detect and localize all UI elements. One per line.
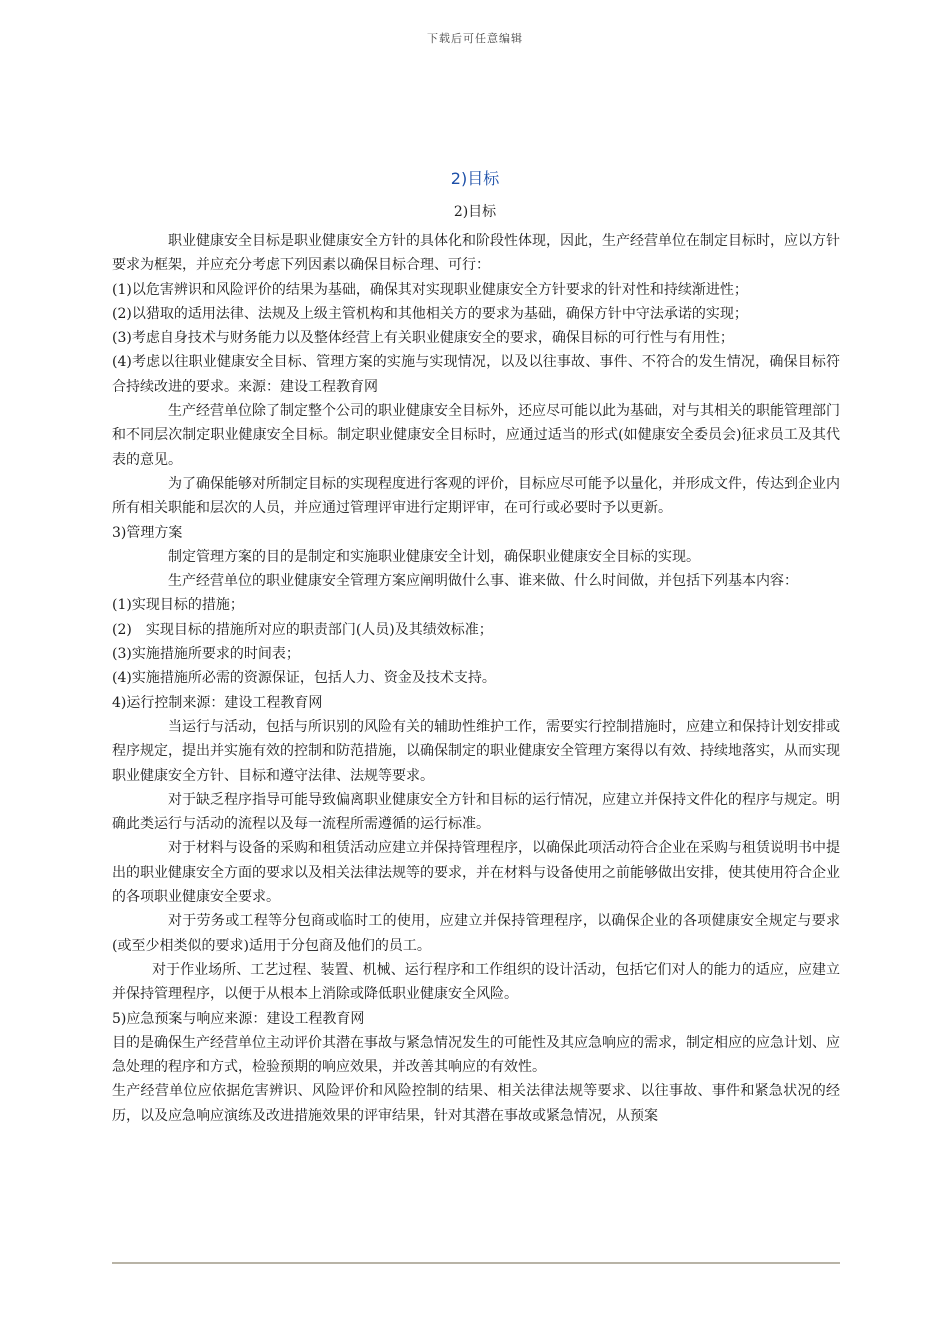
list-item: (2) 实现目标的措施所对应的职责部门(人员)及其绩效标准； — [112, 621, 493, 638]
paragraph: 对于作业场所、工艺过程、装置、机械、运行程序和工作组织的设计活动，包括它们对人的能力的适应，应建立并保持管理程序，以便于从根本上消除或降低职业健康安全风险。 — [112, 961, 840, 1003]
list-item: (3)实施措施所要求的时间表； — [112, 646, 300, 663]
page-header-note: 下载后可任意编辑 — [427, 32, 523, 45]
list-item: (3)考虑自身技术与财务能力以及整体经营上有关职业健康安全的要求，确保目标的可行性与有用性； — [112, 330, 734, 347]
document-body — [112, 229, 840, 1128]
section-heading: 3)管理方案 — [112, 524, 183, 541]
paragraph: 生产经营单位除了制定整个公司的职业健康安全目标外，还应尽可能以此为基础，对与其相关的职能管理部门和不同层次制定职业健康安全目标。制定职业健康安全目标时，应通过适当的形式(如健康安全委员会)征求员工及其代表的意见。 — [112, 403, 840, 468]
list-item: (4)实施措施所必需的资源保证，包括人力、资金及技术支持。 — [112, 670, 496, 687]
footer-divider — [112, 1262, 840, 1264]
paragraph: 生产经营单位的职业健康安全管理方案应阐明做什么事、谁来做、什么时间做，并包括下列基本内容： — [168, 573, 798, 590]
paragraph: 对于材料与设备的采购和租赁活动应建立并保持管理程序，以确保此项活动符合企业在采购与租赁说明书中提出的职业健康安全方面的要求以及相关法律法规等的要求，并在材料与设备使用之前能够做出安排，使其使用符合企业的各项职业健康安全要求。 — [112, 840, 840, 906]
paragraph: 对于劳务或工程等分包商或临时工的使用，应建立并保持管理程序，以确保企业的各项健康安全规定与要求(或至少相类似的要求)适用于分包商及他们的员工。 — [112, 913, 840, 954]
paragraph: 对于缺乏程序指导可能导致偏离职业健康安全方针和目标的运行情况，应建立并保持文件化的程序与规定。明确此类运行与活动的流程以及每一流程所需遵循的运行标准。 — [112, 791, 840, 833]
list-item: (1)以危害辨识和风险评价的结果为基础，确保其对实现职业健康安全方针要求的针对性和持续渐进性； — [112, 281, 748, 298]
section-subtitle: 2)目标 — [453, 204, 497, 220]
section-heading: 5)应急预案与响应来源：建设工程教育网 — [112, 1010, 365, 1027]
list-item: (1)实现目标的措施； — [112, 597, 244, 614]
list-item: (2)以猎取的适用法律、法规及上级主管机构和其他相关方的要求为基础，确保方针中守法承诺的实现； — [112, 305, 748, 322]
paragraph: 为了确保能够对所制定目标的实现程度进行客观的评价，目标应尽可能予以量化，并形成文件，传达到企业内所有相关职能和层次的人员，并应通过管理评审进行定期评审，在可行或必要时予以更新。 — [112, 475, 840, 517]
section-title: 2)目标 — [450, 169, 500, 188]
list-item: (4)考虑以往职业健康安全目标、管理方案的实施与实现情况，以及以往事故、事件、不符合的发生情况，确保目标符合持续改进的要求。来源：建设工程教育网 — [112, 354, 840, 395]
paragraph: 制定管理方案的目的是制定和实施职业健康安全计划，确保职业健康安全目标的实现。 — [168, 548, 700, 565]
paragraph: 目的是确保生产经营单位主动评价其潜在事故与紧急情况发生的可能性及其应急响应的需求，制定相应的应急计划、应急处理的程序和方式，检验预期的响应效果，并改善其响应的有效性。 — [112, 1034, 840, 1076]
paragraph: 当运行与活动，包括与所识别的风险有关的辅助性维护工作，需要实行控制措施时，应建立和保持计划安排或程序规定，提出并实施有效的控制和防范措施，以确保制定的职业健康安全管理方案得以有效、持续地落实，从而实现职业健康安全方针、目标和遵守法律、法规等要求。 — [112, 718, 840, 784]
section-heading: 4)运行控制来源：建设工程教育网 — [112, 694, 323, 711]
paragraph: 职业健康安全目标是职业健康安全方针的具体化和阶段性体现，因此，生产经营单位在制定目标时，应以方针要求为框架，并应充分考虑下列因素以确保目标合理、可行： — [112, 233, 840, 274]
paragraph: 生产经营单位应依据危害辨识、风险评价和风险控制的结果、相关法律法规等要求、以往事故、事件和紧急状况的经历，以及应急响应演练及改进措施效果的评审结果，针对其潜在事故或紧急情况，从预案 — [112, 1083, 840, 1124]
